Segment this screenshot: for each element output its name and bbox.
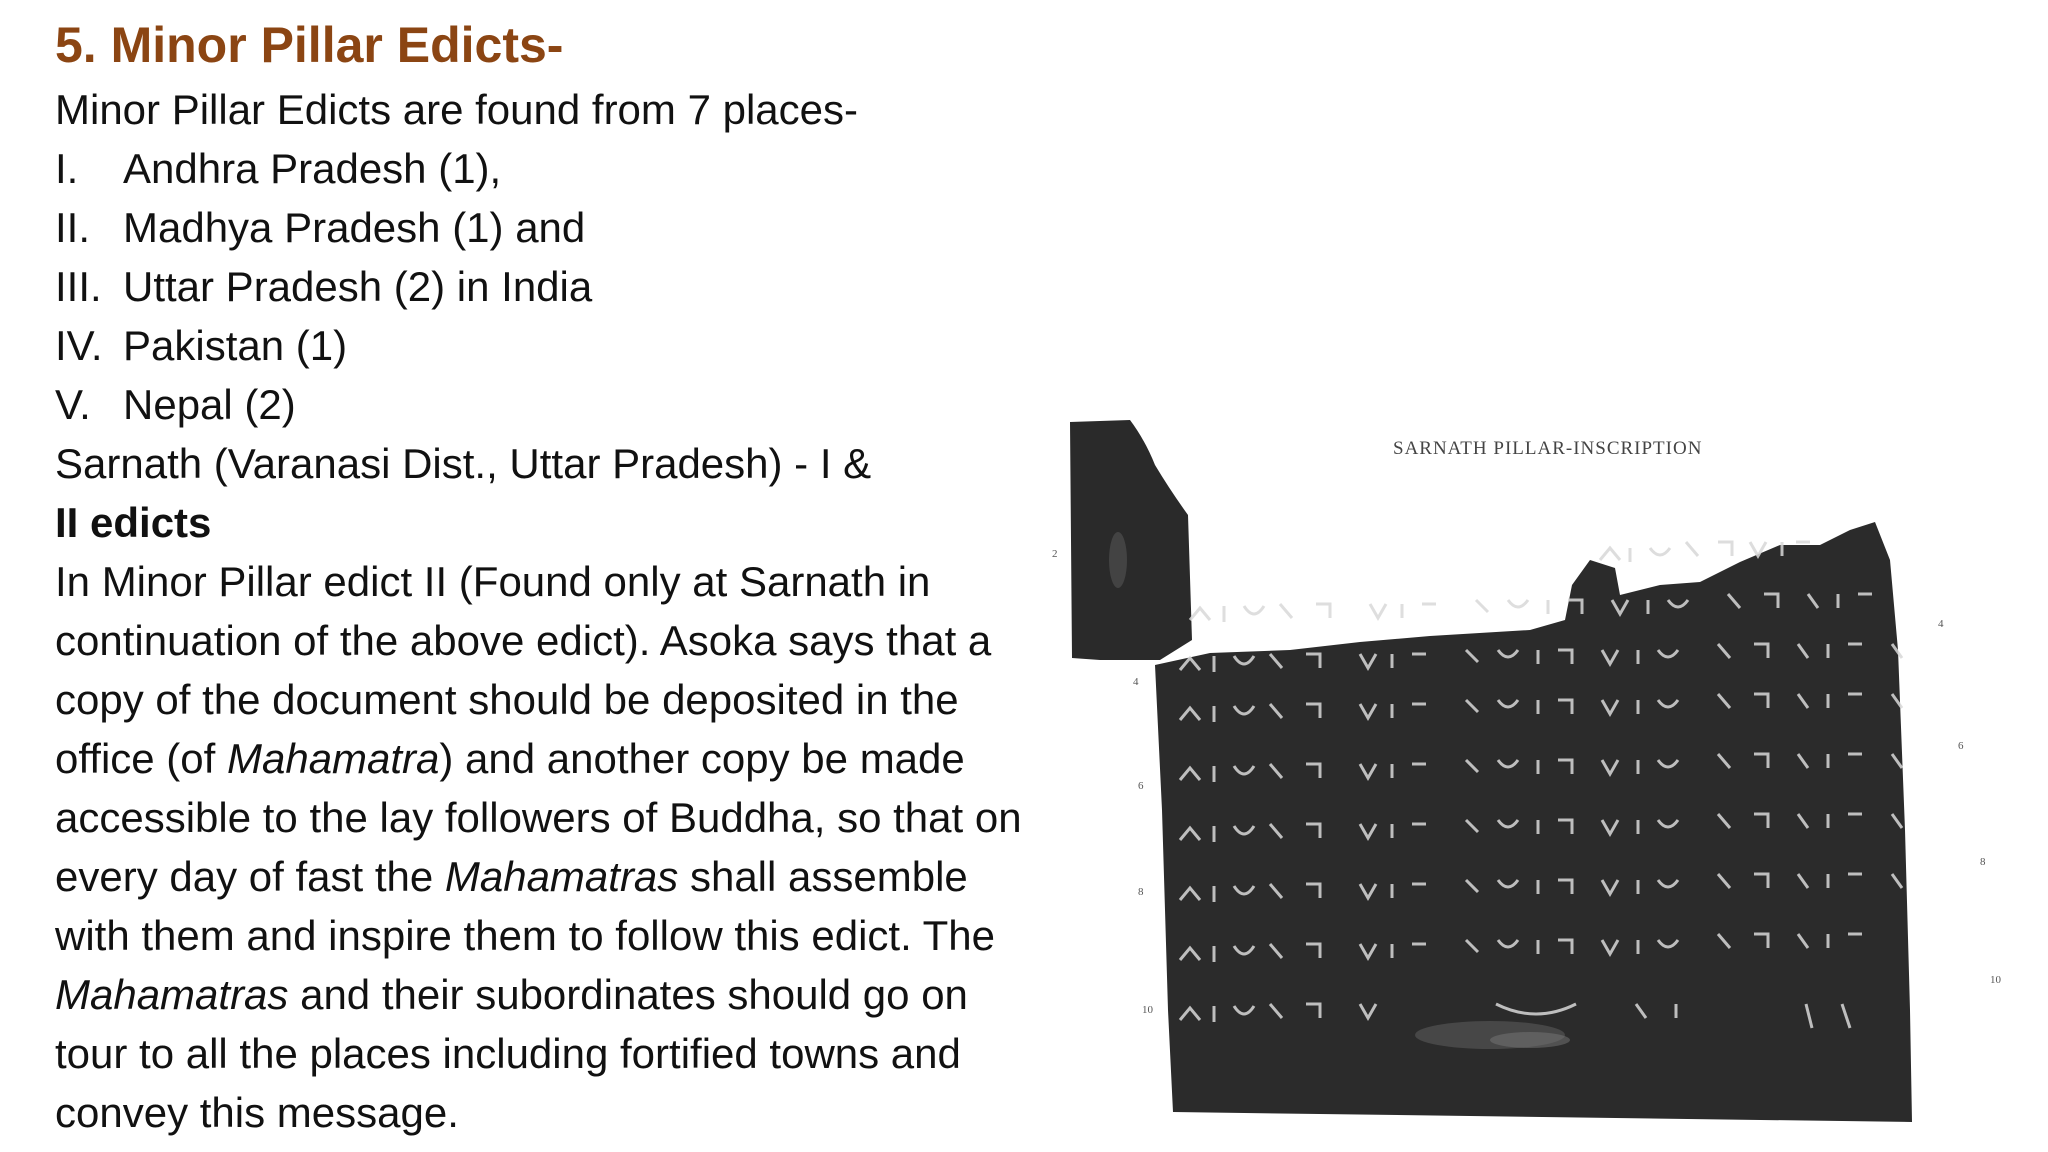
- list-item: [55, 316, 1115, 375]
- paragraph-line: copy of the document should be deposited in the: [55, 676, 959, 723]
- list-item: [55, 198, 1115, 257]
- paragraph-text: and their subordinates should go on: [288, 971, 968, 1018]
- italic-term: Mahamatras: [444, 853, 679, 900]
- paragraph-line: tour to all the places including fortified towns and: [55, 1030, 961, 1077]
- line-number: 6: [1138, 780, 1144, 792]
- paragraph-line: continuation of the above edict). Asoka says that a: [55, 617, 992, 664]
- paragraph-line: [55, 965, 1115, 1024]
- paragraph-line: In Minor Pillar edict II (Found only at Sarnath in: [55, 558, 931, 605]
- paragraph-text: every day of fast the: [55, 853, 445, 900]
- list-item: [55, 257, 1115, 316]
- list-text: Uttar Pradesh (2) in India: [123, 263, 593, 310]
- paragraph-line: convey this message.: [55, 1089, 459, 1136]
- list-number: II.: [55, 204, 91, 251]
- line-number: 8: [1138, 886, 1144, 898]
- paragraph-line: with them and inspire them to follow this edict. The: [55, 912, 996, 959]
- inscription-glyphs: [1160, 540, 1940, 1080]
- line-number: 4: [1938, 618, 1944, 630]
- edict-paragraph: [55, 552, 1115, 1142]
- italic-term: Mahamatra: [226, 735, 440, 782]
- list-number: III.: [55, 263, 102, 310]
- list-item: [55, 375, 1115, 434]
- paragraph-text: shall assemble: [678, 853, 968, 900]
- list-item: [55, 139, 1115, 198]
- list-number: I.: [55, 145, 79, 192]
- italic-term: Mahamatras: [55, 971, 289, 1018]
- sarnath-line: Sarnath (Varanasi Dist., Uttar Pradesh) - I &: [55, 440, 872, 487]
- edicts-heading: II edicts: [55, 499, 212, 546]
- inscription-caption: SARNATH PILLAR-INSCRIPTION: [1393, 438, 1703, 459]
- line-number: 8: [1980, 856, 1986, 868]
- list-text: Pakistan (1): [123, 322, 348, 369]
- paragraph-line: [55, 847, 1115, 906]
- list-text: Madhya Pradesh (1) and: [123, 204, 586, 251]
- line-number: 4: [1133, 676, 1139, 688]
- list-number: V.: [55, 381, 91, 428]
- line-number: 6: [1958, 740, 1964, 752]
- paragraph-line: accessible to the lay followers of Buddha, so that on: [55, 794, 1022, 841]
- paragraph-text: office (of: [55, 735, 227, 782]
- line-number: 10: [1142, 1004, 1153, 1016]
- slide-body: [55, 80, 1115, 1142]
- line-number: 10: [1990, 974, 2001, 986]
- line-number: 2: [1052, 548, 1058, 560]
- paragraph-line: [55, 729, 1115, 788]
- intro-line: Minor Pillar Edicts are found from 7 places-: [55, 86, 858, 133]
- list-text: Nepal (2): [123, 381, 296, 428]
- paragraph-text: ) and another copy be made: [439, 735, 965, 782]
- list-number: IV.: [55, 322, 103, 369]
- slide-title: 5. Minor Pillar Edicts-: [55, 17, 564, 73]
- list-text: Andhra Pradesh (1),: [123, 145, 502, 192]
